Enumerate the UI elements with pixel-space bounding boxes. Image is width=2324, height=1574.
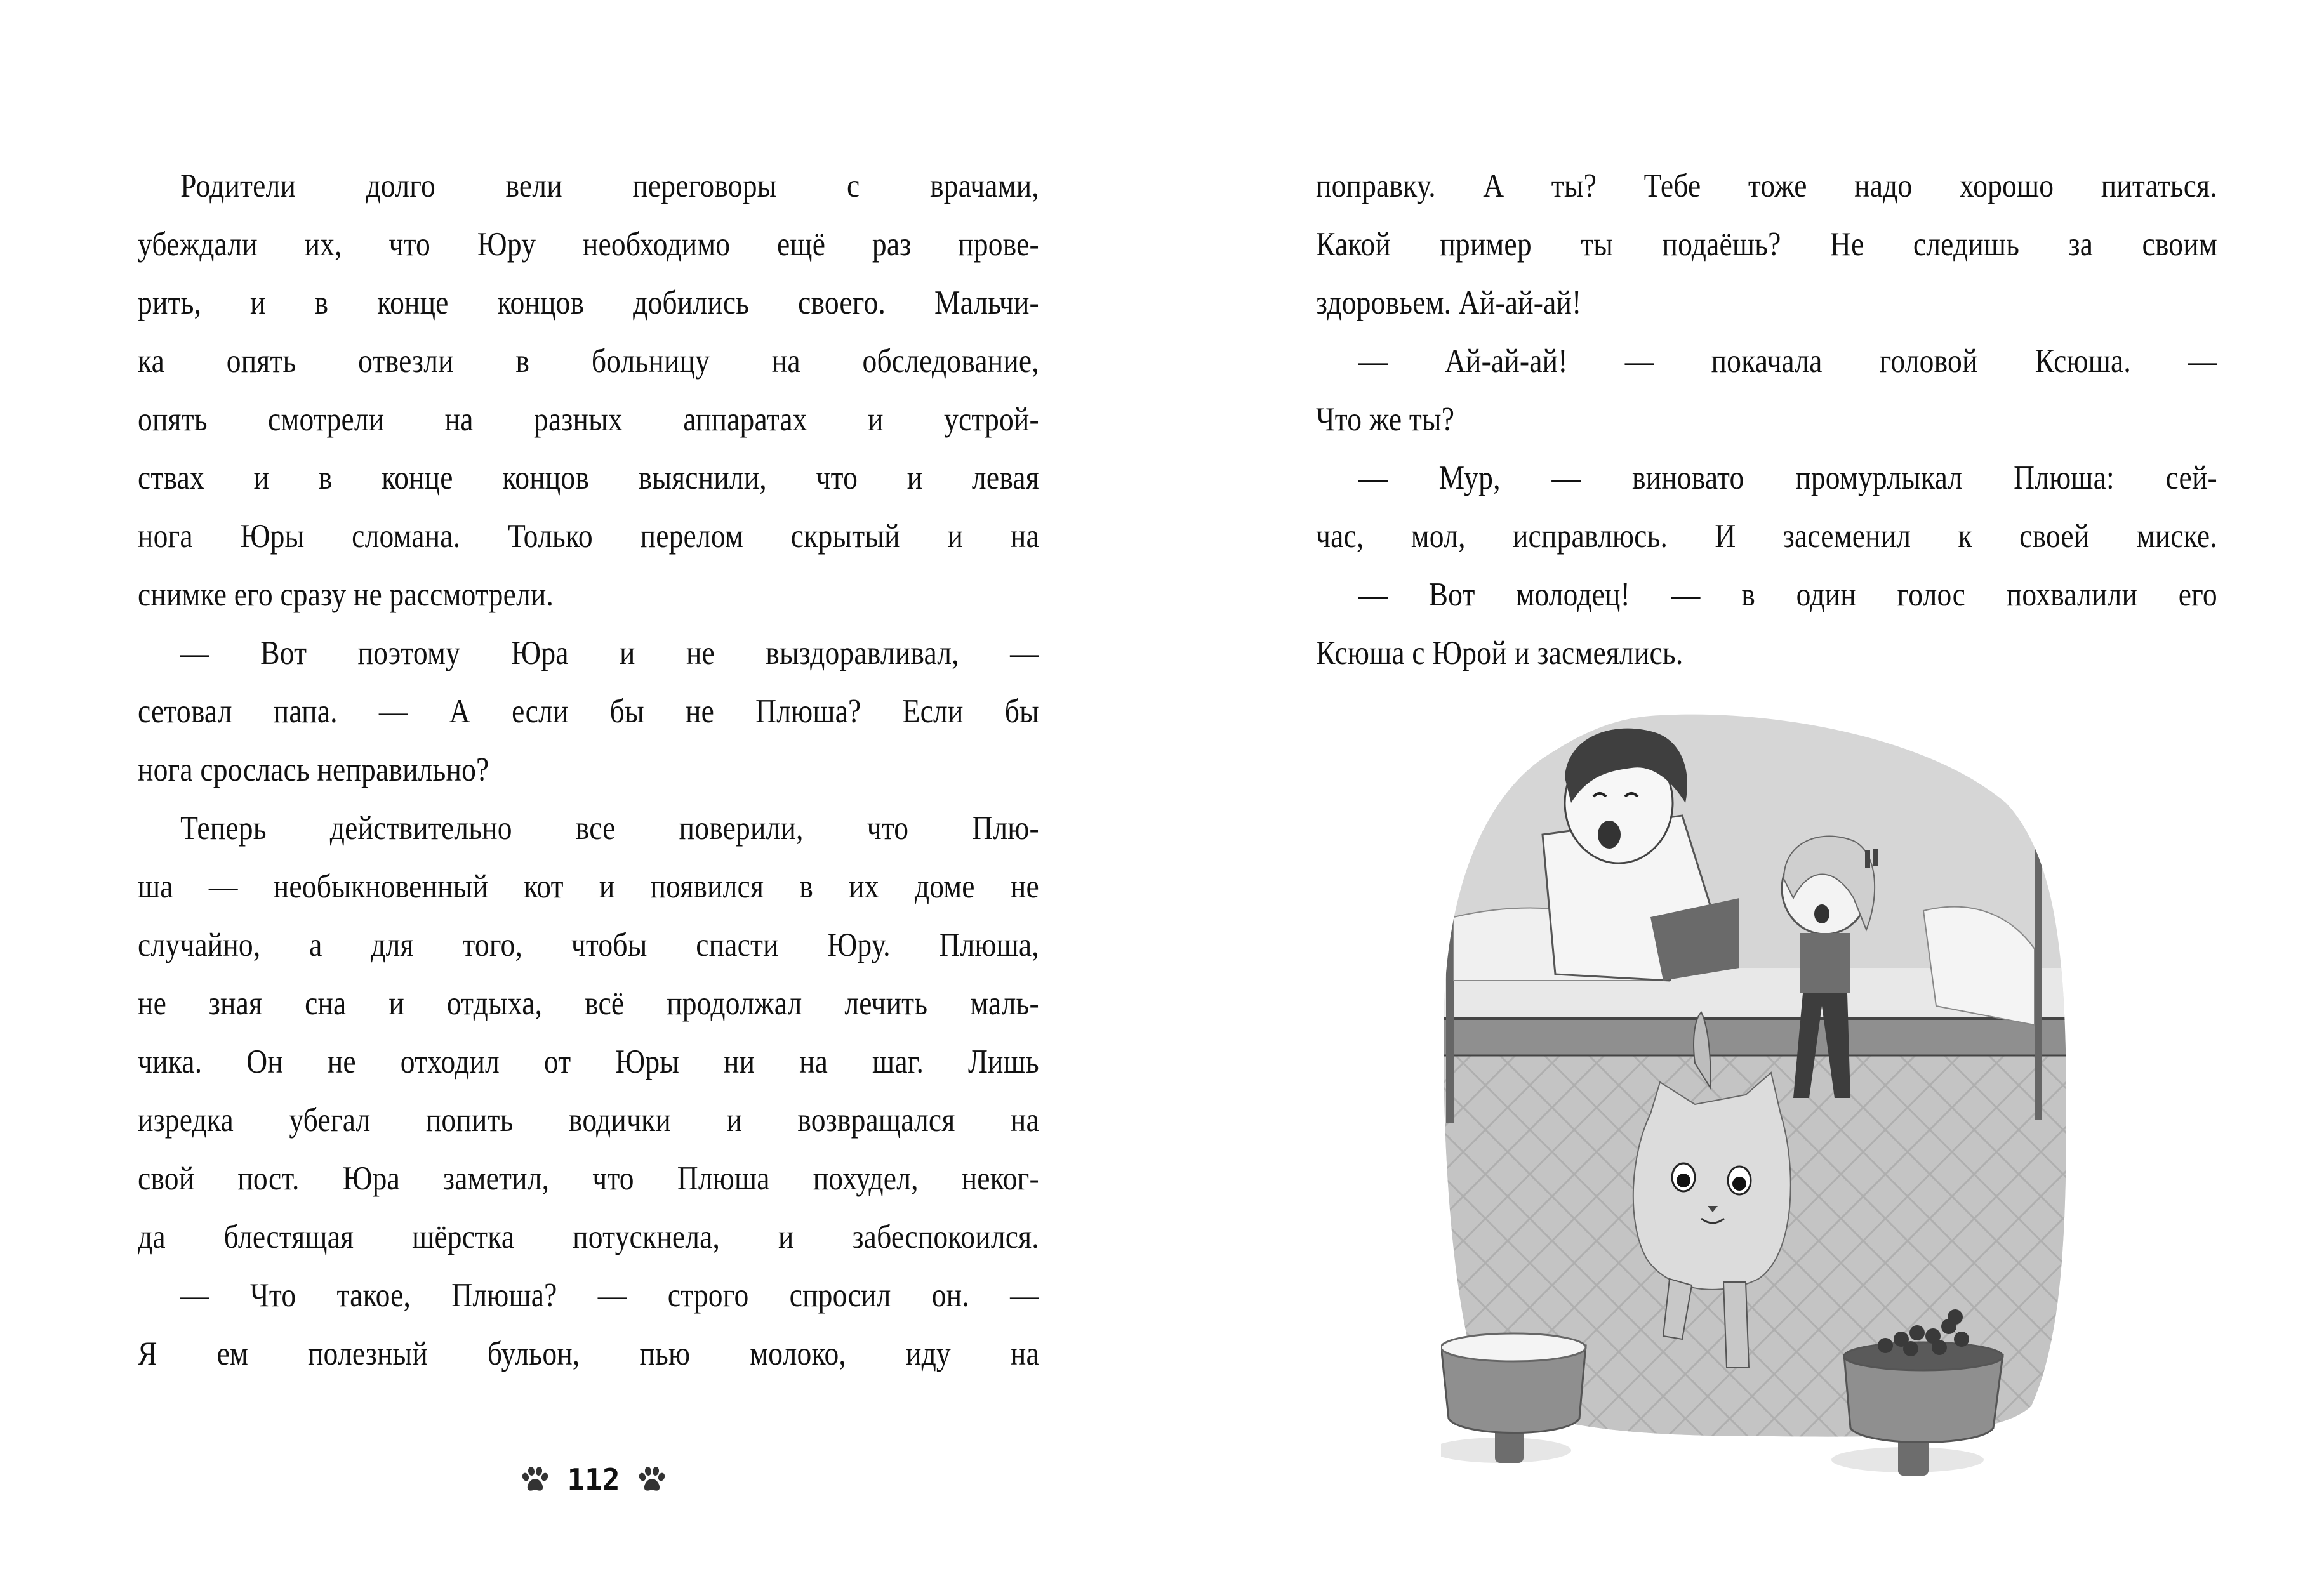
text-line: поправку. А ты? Тебе тоже надо хорошо питаться.	[1316, 168, 2217, 204]
text-line: нога срослась неправильно?	[138, 751, 489, 788]
text-line: убеждали их, что Юру необходимо ещё раз прове-	[138, 226, 1039, 263]
text-line: Родители долго вели переговоры с врачами,	[180, 168, 1039, 204]
story-illustration	[1441, 708, 2101, 1479]
text-line: не зная сна и отдыха, всё продолжал лечить маль-	[138, 985, 1039, 1022]
text-line: час, мол, исправлюсь. И засеменил к своей миске.	[1316, 518, 2217, 555]
text-line: здоровьем. Ай-ай-ай!	[1316, 284, 1582, 321]
text-line: нога Юры сломана. Только перелом скрытый и на	[138, 518, 1039, 555]
text-line: опять смотрели на разных аппаратах и устрой-	[138, 401, 1039, 438]
text-line: Какой пример ты подаёшь? Не следишь за своим	[1316, 226, 2217, 263]
text-line: чика. Он не отходил от Юры ни на шаг. Лишь	[138, 1043, 1039, 1080]
text-line: — Мур, — виновато промурлыкал Плюша: сей-	[1358, 460, 2217, 496]
text-line: Ксюша с Юрой и засмеялись.	[1316, 635, 1683, 671]
right-page	[1162, 0, 2324, 1574]
text-line: ствах и в конце концов выяснили, что и левая	[138, 460, 1039, 496]
text-line: сетовал папа. — А если бы не Плюша? Если бы	[138, 693, 1039, 730]
text-line: ка опять отвезли в больницу на обследование,	[138, 343, 1039, 380]
milk-bowl	[1441, 1333, 1586, 1463]
page-number-footer	[514, 1457, 673, 1502]
text-line: рить, и в конце концов добились своего. Мальчи-	[138, 284, 1039, 321]
text-line: Теперь действительно все поверили, что Плю-	[180, 810, 1039, 847]
text-line: ша — необыкновенный кот и появился в их доме не	[138, 868, 1039, 905]
text-line: свой пост. Юра заметил, что Плюша похудел, неког-	[138, 1160, 1039, 1197]
text-line: да блестящая шёрстка потускнела, и забеспокоился.	[138, 1219, 1039, 1255]
text-line: случайно, а для того, чтобы спасти Юру. Плюша,	[138, 927, 1039, 963]
text-line: — Что такое, Плюша? — строго спросил он. —	[180, 1277, 1039, 1314]
text-line: Я ем полезный бульон, пью молоко, иду на	[138, 1335, 1039, 1372]
left-page-text	[138, 157, 1039, 1383]
right-page-text	[1316, 157, 2217, 682]
text-line: снимке его сразу не рассмотрели.	[138, 576, 554, 613]
paw-print-icon	[638, 1466, 666, 1493]
paw-print-icon	[521, 1466, 549, 1493]
text-line: — Ай-ай-ай! — покачала головой Ксюша. —	[1358, 343, 2217, 380]
text-line: Что же ты?	[1316, 401, 1455, 438]
text-line: — Вот молодец! — в один голос похвалили его	[1358, 576, 2217, 613]
text-line: изредка убегал попить водички и возвращался на	[138, 1102, 1039, 1139]
text-line: — Вот поэтому Юра и не выздоравливал, —	[180, 635, 1039, 671]
page-number: 112	[567, 1462, 620, 1497]
